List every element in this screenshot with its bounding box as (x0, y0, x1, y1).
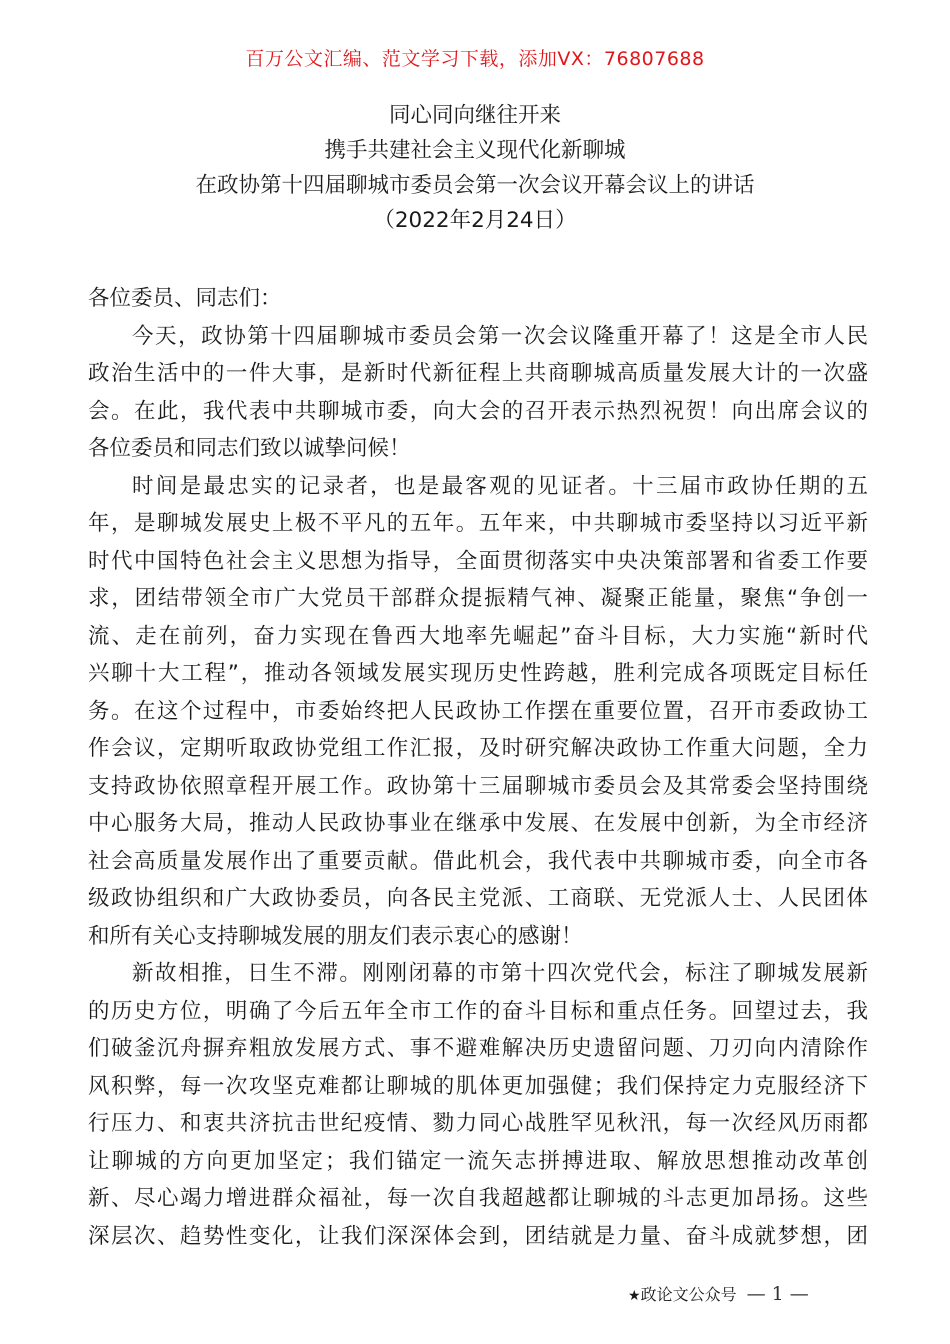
paragraph-3-line: 们破釜沉舟摒弃粗放发展方式、事不避难解决历史遗留问题、刀刃向内清除作 (88, 1036, 868, 1061)
watermark-banner: 百万公文汇编、范文学习下载，添加VX：76807688 (245, 48, 705, 70)
star-icon: ★ (628, 1288, 641, 1304)
paragraph-3-line: 深层次、趋势性变化，让我们深深体会到，团结就是力量、奋斗成就梦想，团 (88, 1223, 868, 1249)
page-number: — 1 — (746, 1283, 809, 1305)
paragraph-3-line: 行压力、和衷共济抗击世纪疫情、勠力同心战胜罕见秋汛，每一次经风历雨都 (88, 1111, 868, 1136)
salutation: 各位委员、同志们： (88, 286, 282, 311)
paragraph-2-line: 年，是聊城发展史上极不平凡的五年。五年来，中共聊城市委坚持以习近平新 (88, 511, 868, 536)
paragraph-2-line: 社会高质量发展作出了重要贡献。借此机会，我代表中共聊城市委，向全市各 (88, 848, 868, 874)
paragraph-2-line: 支持政协依照章程开展工作。政协第十三届聊城市委员会及其常委会坚持围绕 (88, 773, 868, 799)
paragraph-3-line: 的历史方位，明确了今后五年全市工作的奋斗目标和重点任务。回望过去，我 (88, 998, 868, 1024)
paragraph-3-line: 新故相推，日生不滞。刚刚闭幕的市第十四次党代会，标注了聊城发展新 (132, 961, 868, 986)
paragraph-2-line: 兴聊十大工程”，推动各领域发展实现历史性跨越，胜利完成各项既定目标任 (88, 661, 868, 686)
paragraph-2-line: 和所有关心支持聊城发展的朋友们表示衷心的感谢！ (88, 923, 583, 949)
paragraph-1-line: 政治生活中的一件大事，是新时代新征程上共商聊城高质量发展大计的一次盛 (88, 361, 868, 386)
paragraph-3-line: 让聊城的方向更加坚定；我们锚定一流矢志拼搏进取、解放思想推动改革创 (88, 1148, 868, 1174)
title-line-1: 同心同向继往开来 (388, 103, 561, 128)
paragraph-1-line: 会。在此，我代表中共聊城市委，向大会的召开表示热烈祝贺！向出席会议的 (88, 398, 868, 424)
paragraph-1-line: 各位委员和同志们致以诚挚问候！ (88, 436, 411, 461)
title-date: （2022年2月24日） (373, 208, 577, 233)
document-title (0, 98, 950, 238)
title-line-3: 在政协第十四届聊城市委员会第一次会议开幕会议上的讲话 (195, 173, 755, 198)
paragraph-2-line: 务。在这个过程中，市委始终把人民政协工作摆在重要位置，召开市委政协工 (88, 698, 868, 724)
document-body (88, 280, 868, 1255)
title-line-2: 携手共建社会主义现代化新聊城 (324, 138, 626, 163)
paragraph-2-line: 中心服务大局，推动人民政协事业在继承中发展、在发展中创新，为全市经济 (88, 811, 868, 836)
page-footer (628, 1282, 809, 1308)
paragraph-3-line: 新、尽心竭力增进群众福祉，每一次自我超越都让聊城的斗志更加昂扬。这些 (88, 1186, 868, 1211)
paragraph-2-line: 时代中国特色社会主义思想为指导，全面贯彻落实中央决策部署和省委工作要 (88, 548, 868, 574)
paragraph-3-line: 风积弊，每一次攻坚克难都让聊城的肌体更加强健；我们保持定力克服经济下 (88, 1073, 868, 1099)
paragraph-2-line: 时间是最忠实的记录者，也是最客观的见证者。十三届市政协任期的五 (132, 473, 868, 499)
paragraph-1-line: 今天，政协第十四届聊城市委员会第一次会议隆重开幕了！这是全市人民 (132, 323, 868, 349)
paragraph-2-line: 流、走在前列，奋力实现在鲁西大地率先崛起”奋斗目标，大力实施“新时代 (88, 623, 868, 649)
footer-source: 政论文公众号 (640, 1285, 737, 1304)
paragraph-2-line: 求，团结带领全市广大党员干部群众提振精气神、凝聚正能量，聚焦“争创一 (88, 586, 868, 611)
paragraph-2-line: 级政协组织和广大政协委员，向各民主党派、工商联、无党派人士、人民团体 (88, 886, 868, 911)
paragraph-2-line: 作会议，定期听取政协党组工作汇报，及时研究解决政协工作重大问题，全力 (88, 736, 868, 761)
